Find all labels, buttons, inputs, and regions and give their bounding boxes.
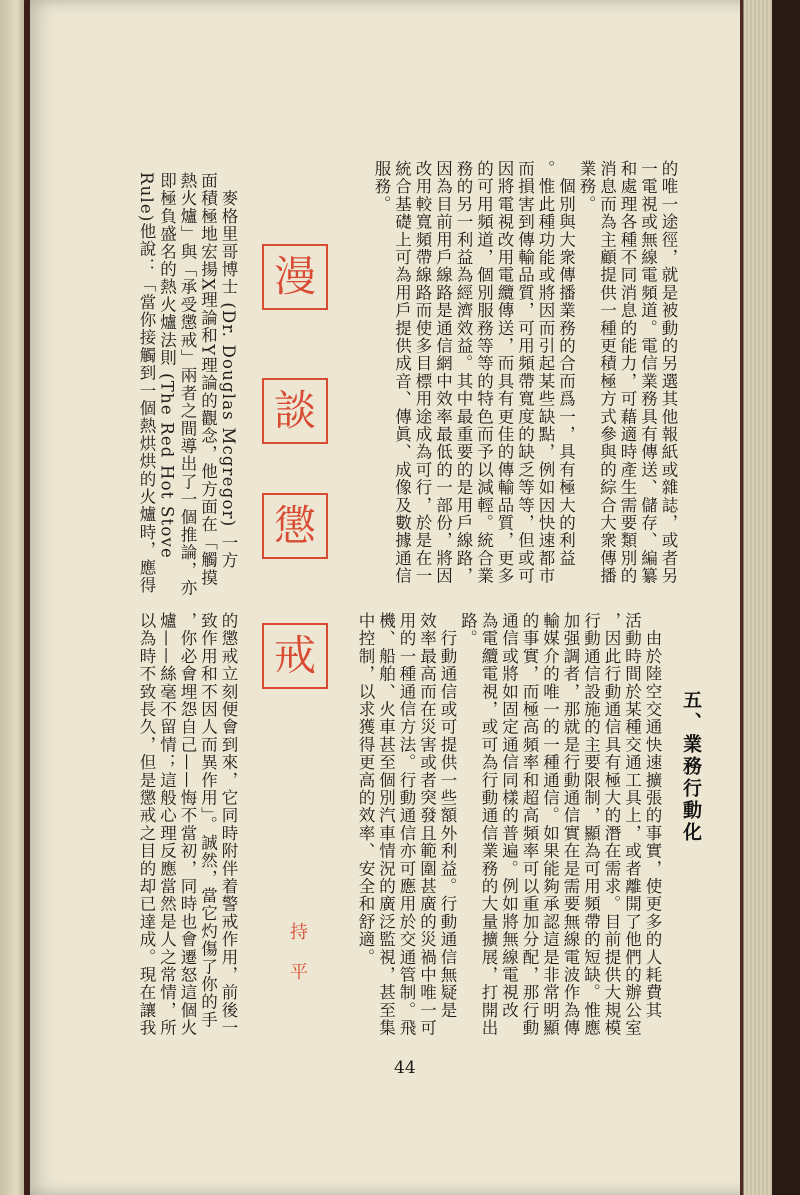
lower-text-block-b <box>108 612 238 1042</box>
text-line: 行動通信設施的主要限制，顯為可用頻帶的短缺。惟應 <box>581 612 601 1037</box>
article-author: 持平 <box>287 922 308 1002</box>
left-page-leaf <box>0 0 24 1195</box>
text-line: 因為目前用戶線路是通信網中效率最低的一部份，將因 <box>433 160 453 585</box>
text-line: 一電視或無線電頻道。電信業務具有傳送、儲存、編纂 <box>638 160 658 585</box>
title-char: 懲 <box>273 501 316 550</box>
text-line: 的懲戒立刻便會到來，它同時附伴着警戒作用，前後一 <box>219 612 238 1037</box>
text-line: 效率最高而在災害或者突發且範圍甚廣的災禍中唯一可 <box>417 612 437 1037</box>
text-line: 路。 <box>458 612 478 648</box>
text-line: 活動時間於某種交通工具上，或者離開了他們的辦公室 <box>622 612 642 1037</box>
text-line: 的事實，而極高頻率和超高頻率可以重加分配，那行動 <box>520 612 539 1037</box>
text-line: 中控制，以求獲得更高的效率、安全和舒適。 <box>356 612 375 966</box>
text-line: 行動通信或可提供一些額外利益。行動通信無疑是 <box>438 612 457 1020</box>
text-line: 輸媒介的唯一的一種通信。如果能夠承認這是非常明顯 <box>540 612 560 1037</box>
page-stack-edges <box>743 0 772 1195</box>
text-line: 而損害到傳輸品質，可用頻帶寬度的缺乏等等，但或可 <box>515 160 535 585</box>
text-line: 服務。 <box>372 160 391 214</box>
text-line: ，因此行動通信具有極大的潛在需求。目前提供大規模 <box>602 612 621 1037</box>
lower-text-block-a <box>108 172 238 672</box>
text-line: 麥格里哥博士 (Dr. Douglas Mcgregor) 一方 <box>219 172 238 570</box>
text-line: 機、船舶、火車甚至個別汽車情況的廣泛監視，甚至集 <box>376 612 396 1037</box>
title-char: 漫 <box>273 252 316 301</box>
upper-text-block <box>338 160 678 590</box>
text-line: 改用較寬頻帶線路而使多目標用途成為可行，於是在一 <box>413 160 432 585</box>
title-box-1 <box>262 244 328 310</box>
title-box-4 <box>262 623 328 689</box>
text-line: Rule)他說：「當你接觸到一個熱烘烘的火爐時，應得 <box>137 172 156 595</box>
title-box-3 <box>262 493 328 559</box>
text-line: 即極負盛名的熱火爐法則 (The Red Hot Stove <box>157 172 177 559</box>
text-line: 由於陸空交通快速擴張的事實，使更多的人耗費其 <box>643 612 662 1020</box>
title-char: 戒 <box>273 631 316 680</box>
text-line: 務的另一利益為經濟效益。其中最重要的是用戶線路， <box>454 160 473 585</box>
text-line: 為電纜電視，或可為行動通信業務的大量擴展，打開出 <box>479 612 498 1037</box>
text-line: 。惟此種功能或將因而引起某些缺點，例如因快速都市 <box>536 160 555 585</box>
text-line: 面積極地宏揚X理論和Y理論的觀念，他方面在「觸摸 <box>198 172 218 587</box>
text-line: 和處理各種不同消息的能力，可藉適時產生需要類別的 <box>618 160 637 585</box>
middle-text-block <box>332 612 662 1050</box>
text-line: 業務。 <box>577 160 596 214</box>
text-line: ，你必會埋怨自己——悔不當初，同時也會遷怒這個火 <box>178 612 197 1037</box>
text-line: 統合基礎上可為用戶提供成音、傳眞、成像及數據通信 <box>392 160 412 585</box>
text-line: 爐——絲毫不留情；這般心理反應當然是人之常情，所 <box>157 612 177 1037</box>
text-line: 的唯一途徑，就是被動的另選其他報紙或雜誌，或者另 <box>659 160 678 585</box>
text-line: 以為時不致長久，但是懲戒之目的却已達成。現在讓我 <box>137 612 156 1037</box>
text-line: 消息而為主顧提供一種更積極方式參與的綜合大衆傳播 <box>597 160 617 585</box>
title-box-2 <box>262 378 328 444</box>
book-page <box>30 0 772 1195</box>
page-number: 44 <box>394 1058 416 1078</box>
text-line: 致作用和不因人而異作用」。誠然，當它灼傷了你的手 <box>198 612 218 1029</box>
text-line: 個別與大衆傳播業務的合而爲一，具有極大的利益 <box>556 160 576 568</box>
text-line: 通信或將如固定通信同樣的普遍。例如將無線電視改 <box>499 612 519 1020</box>
text-line: 加强調者，那就是行動通信實在是需要無線電波作為傳 <box>561 612 580 1037</box>
text-line: 用的一種通信方法。行動通信亦可應用於交通管制。飛 <box>397 612 416 1037</box>
text-line: 熱火爐」與「承受懲戒」兩者之間導出了一個推論，亦 <box>178 172 197 597</box>
title-char: 談 <box>273 386 316 435</box>
text-line: 因將電視改用電纜傳送，而具有更佳的傳輸品質，更多 <box>495 160 514 585</box>
text-line: 的可用頻道，個別服務等等的特色而予以減輕。統合業 <box>474 160 494 585</box>
section-heading: 五、業務行動化 <box>680 690 702 844</box>
